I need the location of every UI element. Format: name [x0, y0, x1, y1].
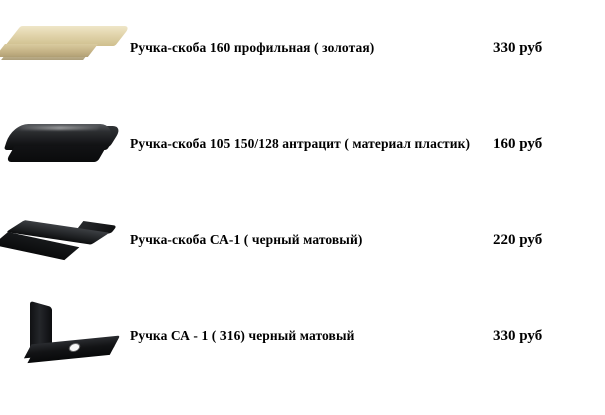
handle-ca-1-icon: [6, 220, 122, 260]
product-price: 330 руб: [493, 39, 543, 56]
product-description: Ручка-скоба СА-1 ( черный матовый): [130, 232, 363, 248]
product-row: [0, 192, 605, 288]
product-image-black-plastic: [0, 96, 130, 192]
product-price: 160 руб: [493, 135, 543, 152]
product-image-gold-profile: [0, 0, 130, 96]
product-row: [0, 96, 605, 192]
handle-black-plastic-icon: [8, 120, 120, 168]
product-price: 330 руб: [493, 327, 543, 344]
product-description: Ручка СА - 1 ( 316) черный матовый: [130, 328, 355, 344]
product-image-ca-1: [0, 192, 130, 288]
product-price: 220 руб: [493, 231, 543, 248]
product-description: Ручка-скоба 105 150/128 антрацит ( материал пластик): [130, 136, 471, 152]
handle-ca-1-316-icon: [18, 304, 118, 366]
product-row: [0, 288, 605, 384]
product-row: [0, 0, 605, 96]
product-description: Ручка-скоба 160 профильная ( золотая): [130, 40, 375, 56]
product-image-ca-1-316: [0, 288, 130, 384]
handle-gold-profile-icon: [5, 26, 115, 68]
